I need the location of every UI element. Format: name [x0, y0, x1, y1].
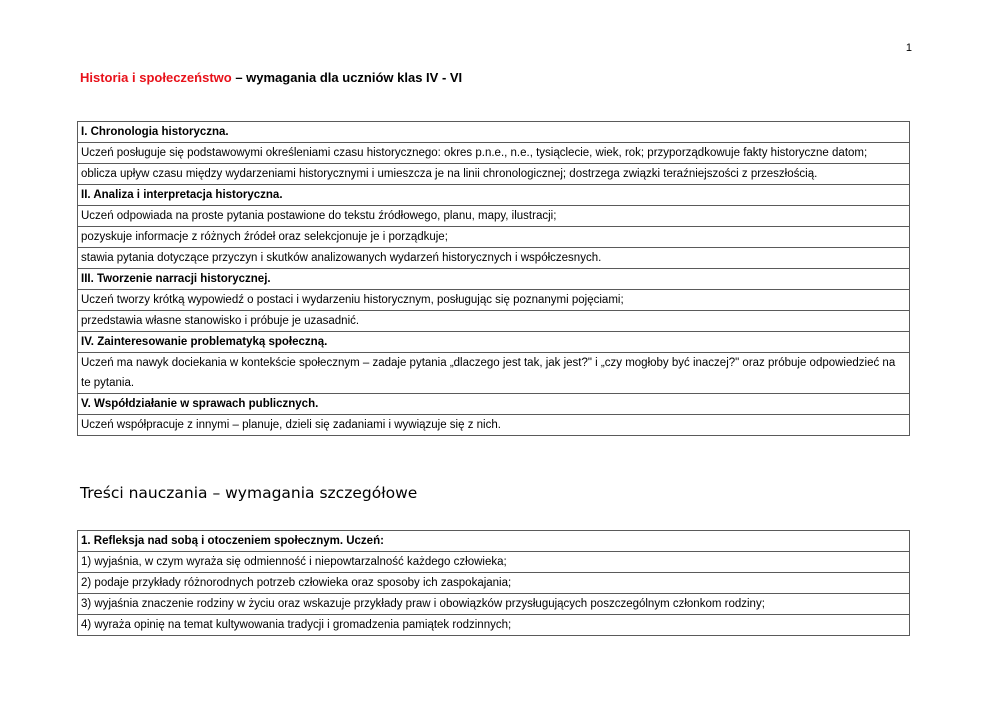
- table-row: [78, 143, 910, 164]
- page-number: 1: [905, 42, 912, 54]
- table-row: [78, 531, 910, 552]
- table-row: [78, 227, 910, 248]
- requirement-cell: Uczeń tworzy krótką wypowiedź o postaci i wydarzeniu historycznym, posługując się poznanymi pojęciami;: [78, 290, 910, 311]
- requirement-cell: Uczeń posługuje się podstawowymi określeniami czasu historycznego: okres p.n.e., n.e., tysiąclecie, wiek, rok; przyporządkowuje fakty historyczne datom;: [78, 143, 910, 164]
- table-row: [78, 594, 910, 615]
- table-row: [78, 290, 910, 311]
- table-row: [78, 185, 910, 206]
- table-row: [78, 269, 910, 290]
- requirement-cell: pozyskuje informacje z różnych źródeł oraz selekcjonuje je i porządkuje;: [78, 227, 910, 248]
- table-row: [78, 615, 910, 636]
- table-row: [78, 415, 910, 436]
- requirement-cell: 2) podaje przykłady różnorodnych potrzeb człowieka oraz sposoby ich zaspokajania;: [78, 573, 910, 594]
- requirement-cell: stawia pytania dotyczące przyczyn i skutków analizowanych wydarzeń historycznych i współczesnych.: [78, 248, 910, 269]
- table-row: [78, 206, 910, 227]
- requirement-heading: V. Współdziałanie w sprawach publicznych.: [78, 394, 910, 415]
- title-rest: – wymagania dla uczniów klas IV - VI: [231, 70, 463, 85]
- requirement-cell: Uczeń ma nawyk dociekania w kontekście społecznym – zadaje pytania „dlaczego jest tak, jak jest?" i „czy mogłoby być inaczej?" oraz próbuje odpowiedzieć na te pytania.: [78, 353, 910, 394]
- table-row: [78, 573, 910, 594]
- general-requirements-table: [77, 121, 910, 436]
- requirement-cell: oblicza upływ czasu między wydarzeniami historycznymi i umieszcza je na linii chronologicznej; dostrzega związki teraźniejszości z przeszłością.: [78, 164, 910, 185]
- table-row: [78, 332, 910, 353]
- detailed-requirements-table: [77, 530, 910, 636]
- requirement-cell: Uczeń odpowiada na proste pytania postawione do tekstu źródłowego, planu, mapy, ilustracji;: [78, 206, 910, 227]
- requirement-heading: II. Analiza i interpretacja historyczna.: [78, 185, 910, 206]
- requirement-cell: 1) wyjaśnia, w czym wyraża się odmienność i niepowtarzalność każdego człowieka;: [78, 552, 910, 573]
- document-title: [80, 70, 462, 85]
- requirement-heading: III. Tworzenie narracji historycznej.: [78, 269, 910, 290]
- title-subject: Historia i społeczeństwo: [80, 70, 232, 85]
- table-row: [78, 248, 910, 269]
- section-title: Treści nauczania – wymagania szczegółowe: [80, 484, 418, 502]
- requirement-cell: 3) wyjaśnia znaczenie rodziny w życiu oraz wskazuje przykłady praw i obowiązków przysługujących poszczególnym członkom rodziny;: [78, 594, 910, 615]
- table-row: [78, 311, 910, 332]
- requirement-heading: IV. Zainteresowanie problematyką społeczną.: [78, 332, 910, 353]
- requirement-cell: Uczeń współpracuje z innymi – planuje, dzieli się zadaniami i wywiązuje się z nich.: [78, 415, 910, 436]
- requirement-heading: I. Chronologia historyczna.: [78, 122, 910, 143]
- table-row: [78, 552, 910, 573]
- requirement-heading: 1. Refleksja nad sobą i otoczeniem społecznym. Uczeń:: [78, 531, 910, 552]
- table-row: [78, 353, 910, 394]
- table-row: [78, 122, 910, 143]
- requirement-cell: przedstawia własne stanowisko i próbuje je uzasadnić.: [78, 311, 910, 332]
- requirement-cell: 4) wyraża opinię na temat kultywowania tradycji i gromadzenia pamiątek rodzinnych;: [78, 615, 910, 636]
- table-row: [78, 164, 910, 185]
- table-row: [78, 394, 910, 415]
